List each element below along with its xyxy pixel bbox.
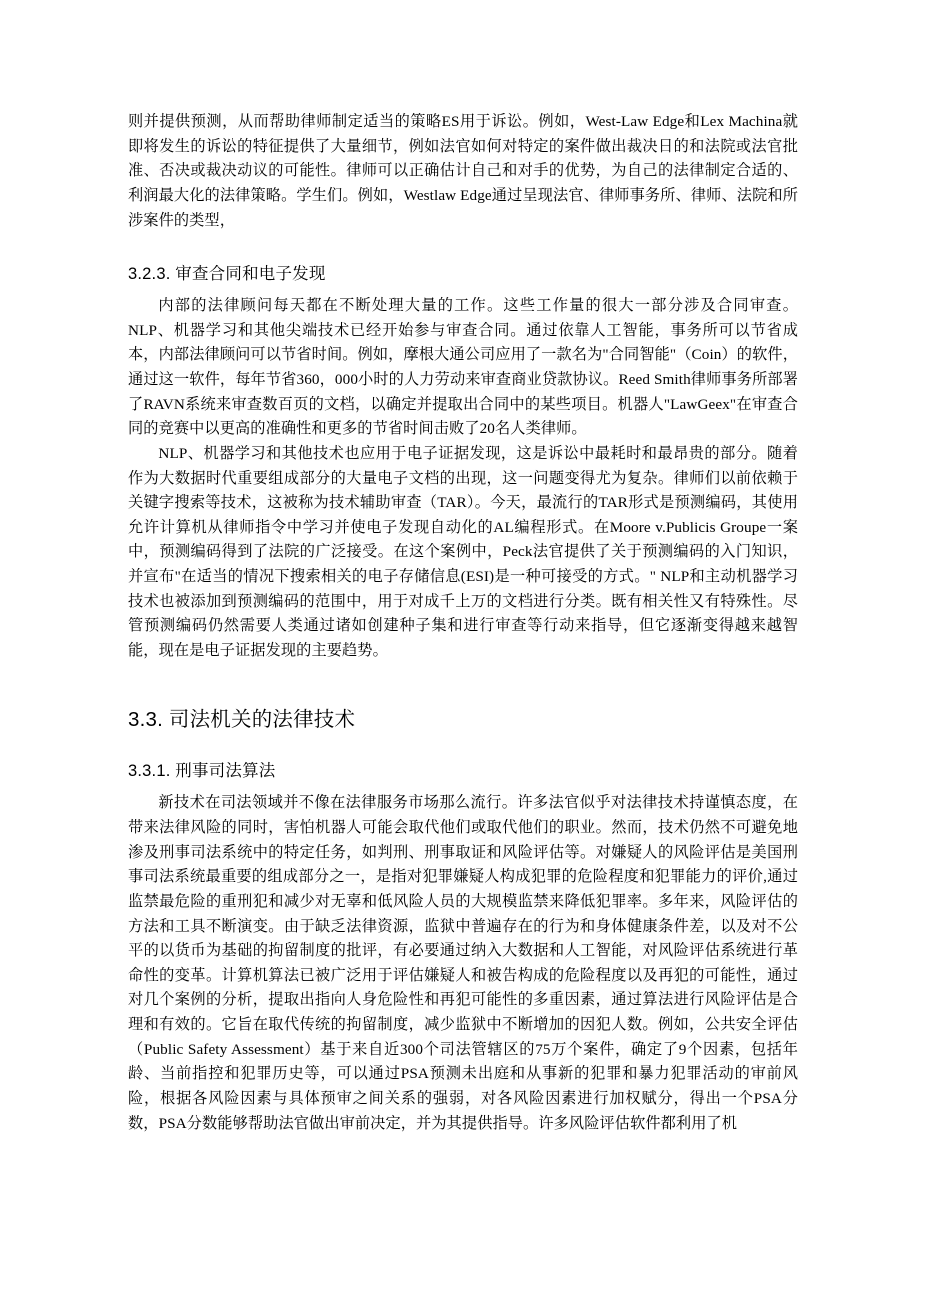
document-body: [128, 110, 798, 1136]
heading-3-3: 3.3. 司法机关的法律技术: [128, 707, 356, 731]
paragraph-contract-review: 内部的法律顾问每天都在不断处理大量的工作。这些工作量的很大一部分涉及合同审查。NLP、机器学习和其他尖端技术已经开始参与审查合同。通过依靠人工智能，事务所可以节省成本，内部法律顾问可以节省时间。例如，摩根大通公司应用了一款名为"合同智能"（Coin）的软件，通过这一软件，每年节省360，000小时的人力劳动来审查商业贷款协议。Reed Smith律师事务所部署了RAVN系统来审查数百页的文档，以确定并提取出合同中的某些项目。机器人"LawGeex"在审查合同的竞赛中以更高的准确性和更多的节省时间击败了20名人类律师。: [128, 297, 798, 438]
heading-3-2-3: 3.2.3. 审查合同和电子发现: [128, 265, 326, 284]
spacer: [128, 233, 798, 263]
spacer: [128, 664, 798, 706]
paragraph-intro: 则并提供预测，从而帮助律师制定适当的策略ES用于诉讼。例如，West-Law Edge和Lex Machina就即将发生的诉讼的特征提供了大量细节，例如法官如何对特定的案件做出裁决日的和法院或法官批准、否决或裁决动议的可能性。律师可以正确估计自己和对手的优势，为自己的法律制定合适的、利润最大化的法律策略。学生们。例如，Westlaw Edge通过呈现法官、律师事务所、律师、法院和所涉案件的类型，: [128, 113, 798, 229]
spacer: [128, 286, 798, 294]
paragraph-criminal-justice-algorithms: 新技术在司法领域并不像在法律服务市场那么流行。许多法官似乎对法律技术持谨慎态度，在带来法律风险的同时，害怕机器人可能会取代他们或取代他们的职业。然而，技术仍然不可避免地渗及刑事司法系统中的特定任务，如判刑、刑事取证和风险评估等。对嫌疑人的风险评估是美国刑事司法系统最重要的组成部分之一，是指对犯罪嫌疑人构成犯罪的危险程度和犯罪能力的评价,通过监禁最危险的重刑犯和减少对无辜和低风险人员的大规模监禁来降低犯罪率。多年来，风险评估的方法和工具不断演变。由于缺乏法律资源，监狱中普遍存在的行为和身体健康条件差，以及对不公平的以货币为基础的拘留制度的批评，有必要通过纳入大数据和人工智能，对风险评估系统进行革命性的变革。计算机算法已被广泛用于评估嫌疑人和被告构成的危险程度以及再犯的可能性，通过对几个案例的分析，提取出指向人身危险性和再犯可能性的多重因素，通过算法进行风险评估是合理和有效的。它旨在取代传统的拘留制度，减少监狱中不断增加的因犯人数。例如，公共安全评估（Public Safety Assessment）基于来自近300个司法管辖区的75万个案件，确定了9个因素，包括年龄、当前指控和犯罪历史等，可以通过PSA预测未出庭和从事新的犯罪和暴力犯罪活动的审前风险，根据各风险因素与具体预审之间关系的强弱，对各风险因素进行加权赋分，得出一个PSA分数，PSA分数能够帮助法官做出审前决定，并为其提供指导。许多风险评估软件都利用了机: [128, 794, 798, 1132]
spacer: [128, 783, 798, 791]
spacer: [128, 734, 798, 760]
heading-3-3-1: 3.3.1. 刑事司法算法: [128, 762, 276, 781]
paragraph-ediscovery: NLP、机器学习和其他技术也应用于电子证据发现，这是诉讼中最耗时和最昂贵的部分。随着作为大数据时代重要组成部分的大量电子文档的出现，这一问题变得尤为复杂。律师们以前依赖于关键字搜索等技术，这被称为技术辅助审查（TAR）。今天，最流行的TAR形式是预测编码，其使用允许计算机从律师指令中学习并使电子发现自动化的AL编程形式。在Moore v.Publicis Groupe一案中，预测编码得到了法院的广泛接受。在这个案例中，Peck法官提供了关于预测编码的入门知识，并宣布"在适当的情况下搜索相关的电子存储信息(ESI)是一种可接受的方式。" NLP和主动机器学习技术也被添加到预测编码的范围中，用于对成千上万的文档进行分类。既有相关性又有特殊性。尽管预测编码仍然需要人类通过诸如创建种子集和进行审查等行动来指导，但它逐渐变得越来越智能，现在是电子证据发现的主要趋势。: [128, 444, 798, 659]
